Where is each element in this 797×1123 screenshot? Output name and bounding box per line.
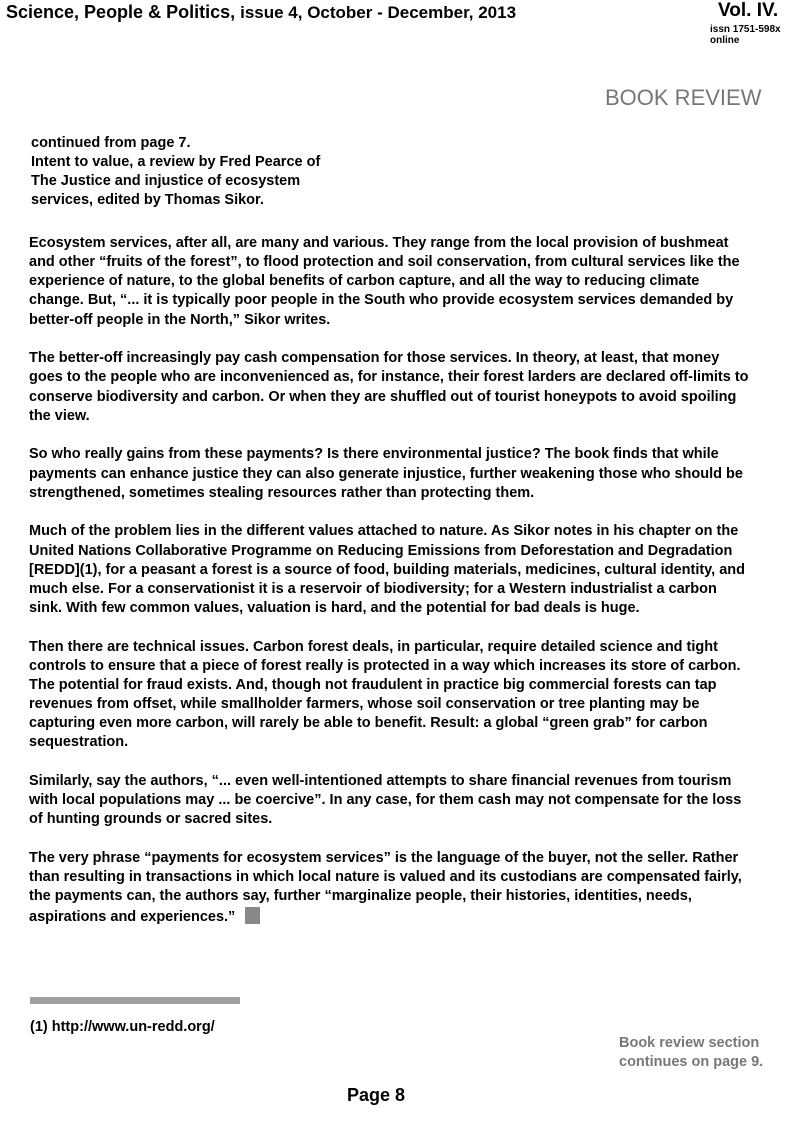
paragraph: So who really gains from these payments? Is there environmental justice? The book finds that while payments can enhance justice they can also generate injustice, further weakening those who should be strengthened, sometimes stealing resources rather than protecting them. [29,446,743,501]
continuation-line: continues on page 9. [619,1054,764,1070]
intro-line: Intent to value, a review by Fred Pearce of [31,154,321,170]
paragraph-text: The very phrase “payments for ecosystem services” is the language of the buyer, not the seller. Rather than resulting in transactions in which local nature is valued and its custodians are compensated fairly, the payments can, the authors say, further “marginalize people, their histories, identities, needs, aspirations and experiences.” [29,850,742,925]
volume-label: Vol. IV. [718,0,779,21]
footnote-divider [30,997,240,1004]
edition-label: online [710,35,740,46]
section-label: BOOK REVIEW [605,85,762,110]
paragraph: Ecosystem services, after all, are many and various. They range from the local provision of bushmeat and other “fruits of the forest”, to flood protection and soil conservation, from cultural services like the experience of nature, to the global benefits of carbon capture, and all the way to reducing climate change. But, “... it is typically poor people in the South who provide ecosystem services demanded by better-off people in the North,” Sikor writes. [29,235,740,328]
paragraph: Much of the problem lies in the different values attached to nature. As Sikor notes in his chapter on the United Nations Collaborative Programme on Reducing Emissions from Deforestation and Degradation [REDD](1), for a peasant a forest is a source of food, building materials, medicines, cultural identity, and much else. For a conservationist it is a reservoir of biodiversity; for a Western industrialist a carbon sink. With few common values, valuation is hard, and the potential for bad deals is huge. [29,523,746,616]
paragraph: Then there are technical issues. Carbon forest deals, in particular, require detailed science and tight controls to ensure that a piece of forest really is protected in a way which increases its store of carbon. The potential for fraud exists. And, though not fraudulent in practice big commercial forests can tap revenues from offset, while smallholder farmers, whose soil conservation or tree planting may be capturing even more carbon, will rarely be able to benefit. Result: a global “green grab” for carbon sequestration. [29,638,741,751]
issue-info: issue 4, October - December, 2013 [240,3,517,22]
end-of-article-mark [245,907,260,924]
intro-line: services, edited by Thomas Sikor. [31,192,264,208]
continuation-line: Book review section [619,1035,760,1051]
article-body [29,234,749,946]
footnote: (1) http://www.un-redd.org/ [30,1019,215,1035]
paragraph: Similarly, say the authors, “... even well-intentioned attempts to share financial revenues from tourism with local populations may ... be coercive”. In any case, for them cash may not compensate for the loss of hunting grounds or sacred sites. [29,773,742,828]
last-paragraph [29,849,749,927]
page-number: Page 8 [347,1085,406,1105]
publication-name: Science, People & Politics, [6,2,236,22]
paragraph: The better-off increasingly pay cash compensation for those services. In theory, at least, that money goes to the people who are inconvenienced as, for instance, their forest larders are declared off-limits to conserve biodiversity and carbon. Or when they are shuffled out of tourist honeypots to avoid spoiling the view. [29,350,749,424]
intro-line: The Justice and injustice of ecosystem [31,173,301,189]
issn-number: issn 1751-598x [710,24,781,35]
intro-line: continued from page 7. [31,135,191,151]
issn-block [710,24,781,46]
publication-header [6,2,516,23]
continuation-note [619,1034,763,1072]
review-intro [31,134,391,210]
